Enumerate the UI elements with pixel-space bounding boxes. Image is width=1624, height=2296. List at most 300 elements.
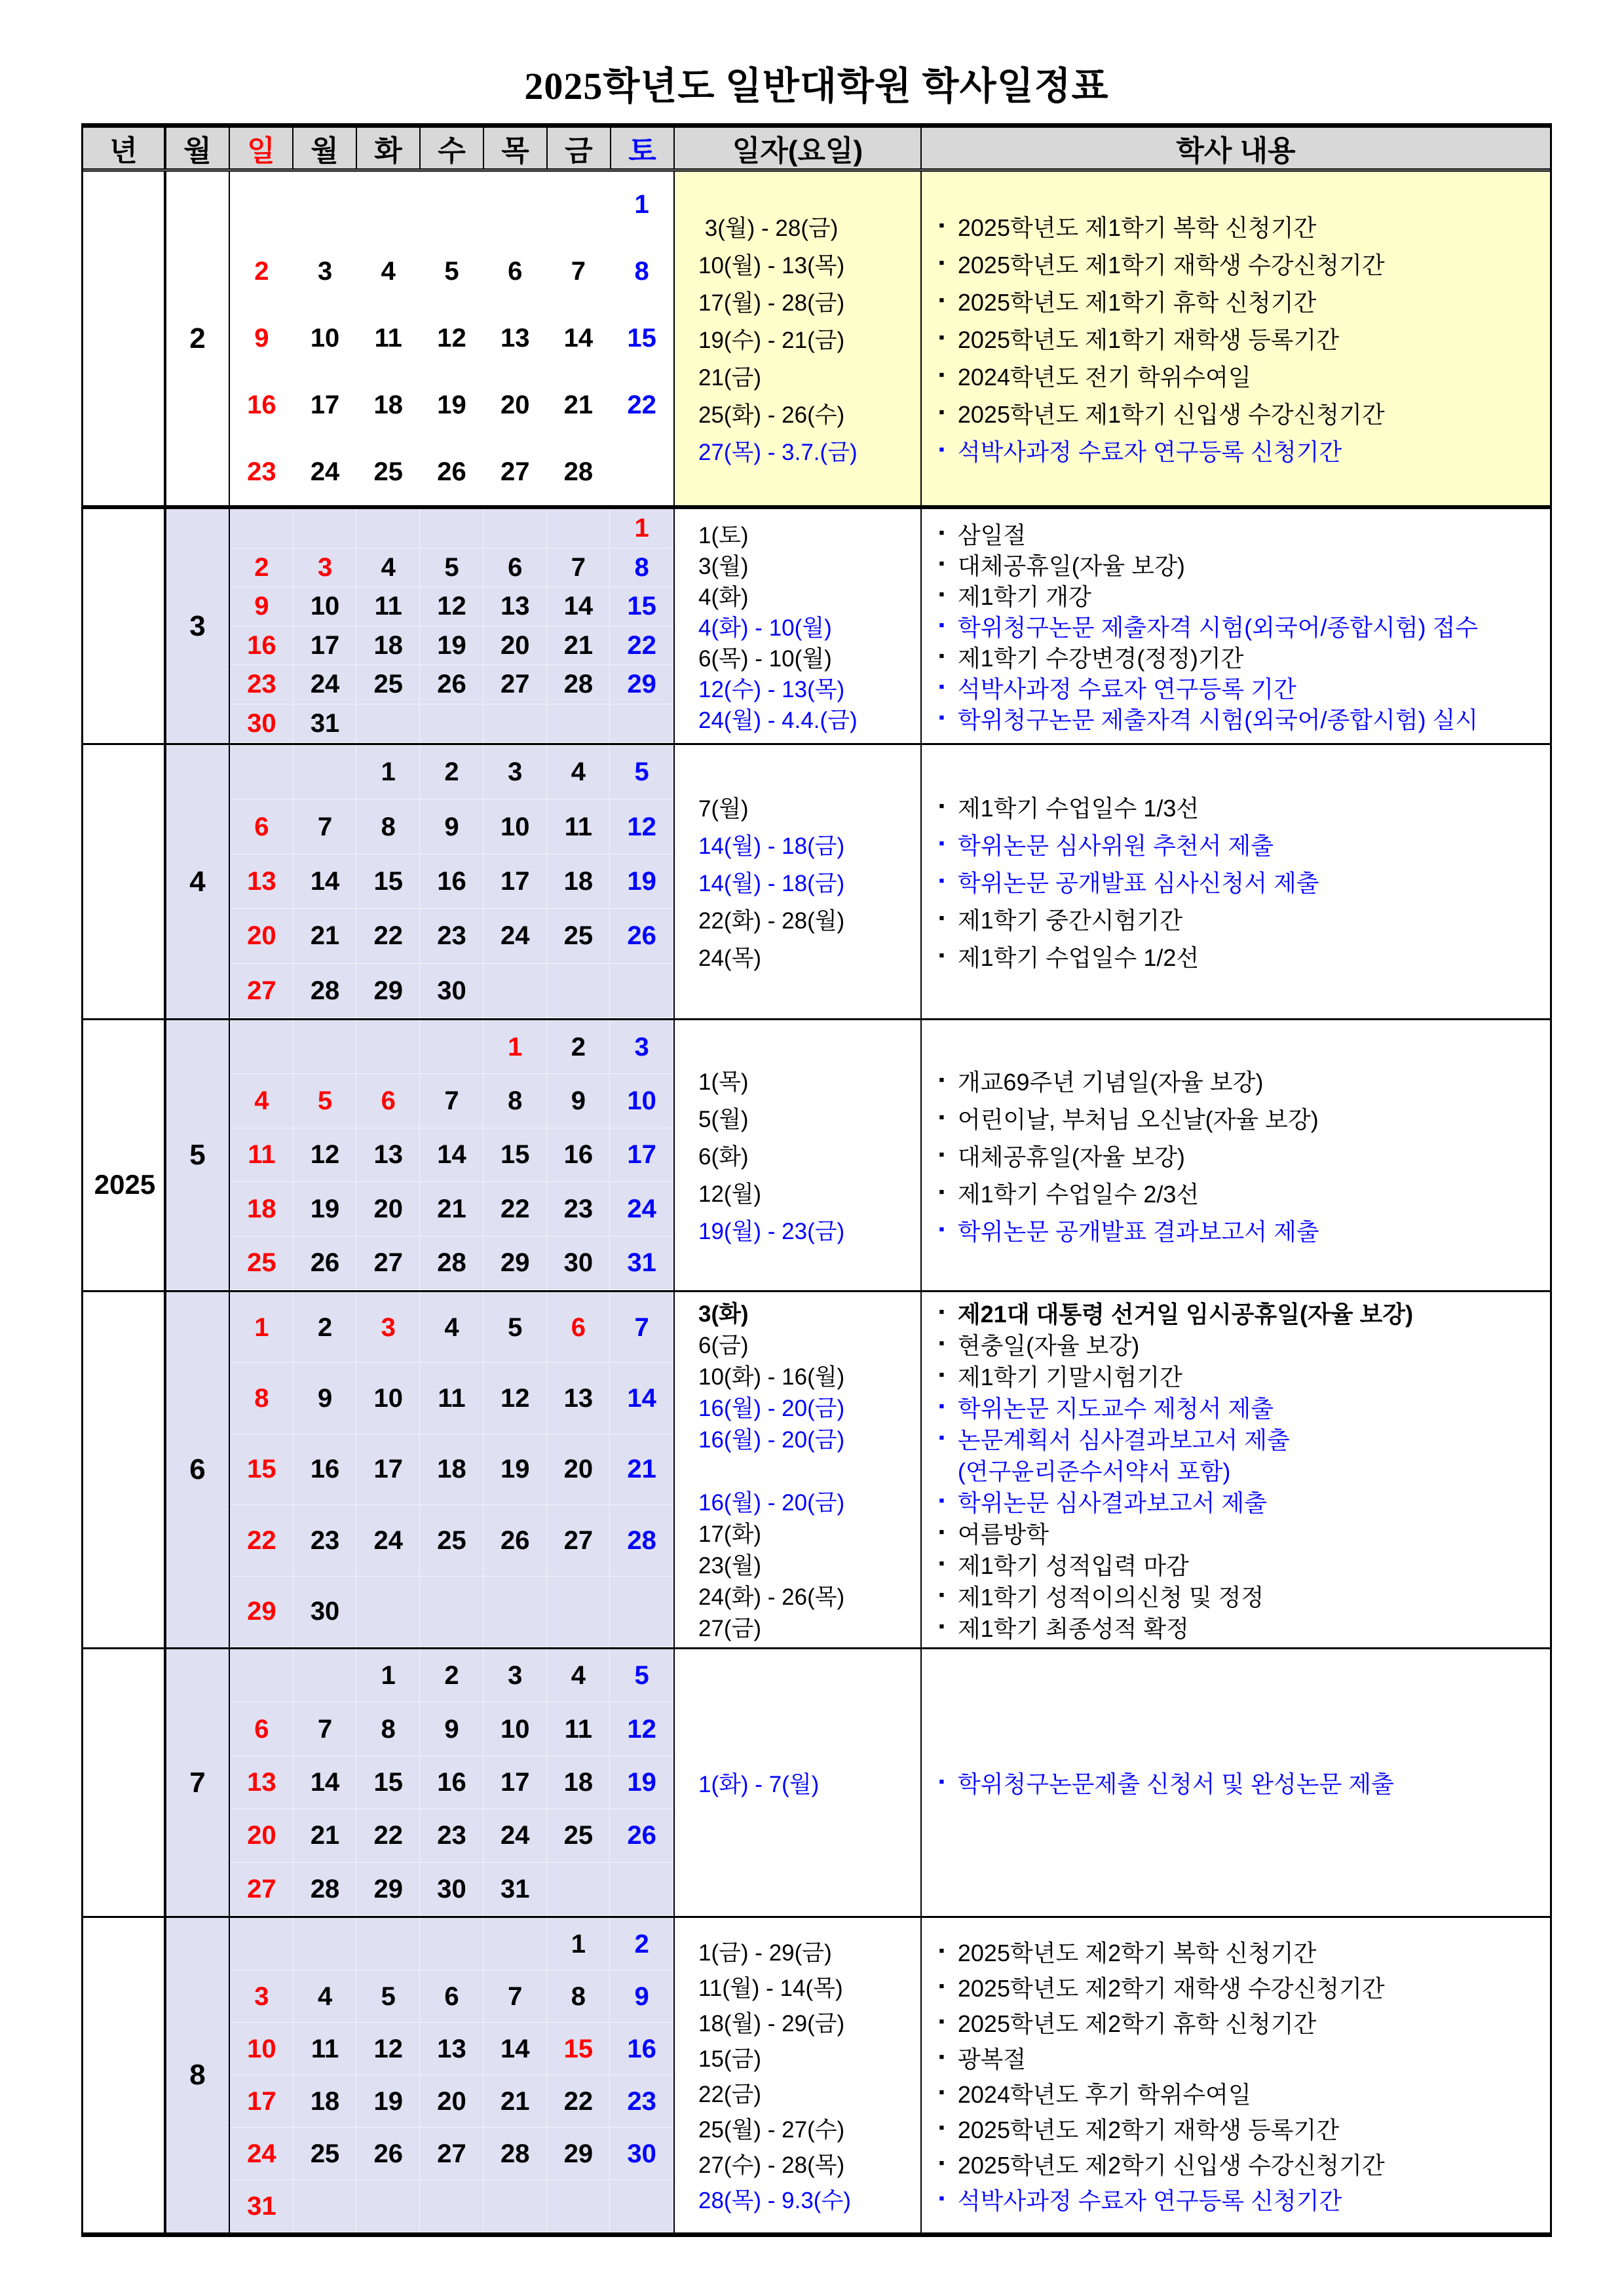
- bullet-icon: ▪: [939, 1617, 945, 1636]
- day-cell: 6: [547, 1292, 611, 1363]
- event-line: [939, 1548, 1550, 1580]
- day-cell: [356, 1020, 420, 1074]
- day-cell: 1: [547, 1918, 611, 1970]
- table-header-row: [83, 128, 1550, 172]
- day-cell: [230, 172, 293, 239]
- day-cell: [230, 1649, 293, 1702]
- month-row-2: [83, 172, 1550, 509]
- day-cell: 11: [420, 1363, 483, 1434]
- event-text: 학위청구논문 제출자격 시험(외국어/종합시험) 접수: [957, 614, 1479, 641]
- event-text: (연구윤리준수서약서 포함): [957, 1457, 1231, 1485]
- day-cell: 27: [500, 457, 530, 486]
- day-cell: 6: [420, 1970, 483, 2023]
- year-column-cell: [83, 172, 166, 505]
- day-cell: 13: [420, 2023, 483, 2075]
- day-cell: 21: [610, 1434, 673, 1505]
- bullet-icon: ▪: [939, 524, 945, 542]
- day-cell: 1: [230, 1292, 293, 1363]
- day-cell: 20: [547, 1434, 611, 1505]
- month-number: 7: [166, 1649, 230, 1916]
- date-list: [675, 509, 922, 743]
- day-cell: 20: [230, 1809, 293, 1862]
- day-cell: [420, 704, 483, 744]
- day-cell: 6: [508, 257, 523, 286]
- day-cell: 7: [547, 548, 611, 588]
- day-cell: 16: [230, 626, 293, 666]
- day-cell: 2: [547, 1020, 611, 1074]
- day-cell: 25: [356, 665, 420, 704]
- day-cell: 7: [571, 257, 586, 286]
- day-cell: 18: [356, 626, 420, 666]
- day-cell: 14: [547, 587, 611, 626]
- day-cell: 22: [610, 626, 673, 666]
- day-cell: 4: [420, 1292, 483, 1363]
- day-cell: 25: [373, 457, 404, 486]
- day-cell: 15: [356, 854, 420, 909]
- day-cell: 15: [483, 1128, 547, 1182]
- month-number: 5: [166, 1020, 230, 1290]
- month-number: 4: [166, 745, 230, 1018]
- day-cell: 12: [437, 323, 466, 353]
- day-cell: [420, 509, 483, 548]
- header-month: 월: [166, 128, 230, 168]
- day-cell: [230, 509, 293, 548]
- bullet-icon: ▪: [939, 216, 945, 235]
- day-cell: [483, 1577, 547, 1647]
- month-row-3: [83, 509, 1550, 745]
- bullet-icon: ▪: [939, 1396, 945, 1415]
- date-range: 10(화) - 16(월): [698, 1364, 845, 1390]
- day-cell: 24: [230, 2128, 293, 2180]
- day-cell: 10: [293, 587, 357, 626]
- day-cell: 17: [230, 2075, 293, 2128]
- bullet-icon: ▪: [939, 2153, 945, 2172]
- month-number: 6: [166, 1292, 230, 1647]
- day-cell: 23: [420, 1809, 483, 1862]
- day-cell: 22: [230, 1505, 293, 1576]
- day-cell: [293, 745, 357, 799]
- day-cell: 12: [483, 1363, 547, 1434]
- day-cell: 2: [230, 548, 293, 588]
- date-range: 24(화) - 26(목): [698, 1584, 845, 1610]
- day-cell: [230, 745, 293, 799]
- event-line: [939, 1360, 1550, 1391]
- event-text: 2025학년도 제1학기 재학생 등록기간: [957, 326, 1340, 353]
- day-cell: 18: [293, 2075, 357, 2128]
- event-text: 제1학기 개강: [957, 583, 1091, 610]
- month-rows-container: [83, 172, 1550, 2232]
- event-text: 석박사과정 수료자 연구등록 기간: [957, 676, 1296, 702]
- bullet-icon: ▪: [939, 708, 945, 727]
- event-text: 2025학년도 제2학기 신입생 수강신청기간: [957, 2151, 1385, 2179]
- bullet-icon: ▪: [939, 1941, 945, 1960]
- day-cell: 22: [356, 1809, 420, 1862]
- day-cell: 7: [293, 799, 357, 854]
- day-cell: 29: [483, 1236, 547, 1290]
- event-line: [939, 394, 1550, 432]
- day-cell: 29: [356, 964, 420, 1018]
- event-text: 학위논문 심사위원 추천서 제출: [957, 832, 1274, 859]
- day-cell: 4: [381, 257, 396, 286]
- day-cell: 4: [547, 745, 611, 799]
- day-cell: [547, 1863, 611, 1916]
- day-cell: 21: [547, 626, 611, 666]
- day-cell: 8: [483, 1074, 547, 1128]
- day-cell: [420, 172, 483, 239]
- day-cell: 11: [547, 799, 611, 854]
- day-cell: 27: [230, 1863, 293, 1916]
- date-range: 1(목): [698, 1069, 749, 1095]
- day-cell: 15: [627, 323, 656, 353]
- date-range: 28(목) - 9.3(수): [698, 2188, 851, 2213]
- day-cell: 5: [356, 1970, 420, 2023]
- day-cell: 18: [373, 390, 404, 419]
- day-cell: 18: [547, 854, 611, 909]
- day-cell: 11: [230, 1128, 293, 1182]
- event-line: [939, 863, 1550, 900]
- day-cell: 28: [563, 457, 594, 486]
- bullet-icon: ▪: [939, 2082, 945, 2101]
- day-cell: 9: [230, 587, 293, 626]
- mini-calendar: [230, 745, 675, 1018]
- bullet-icon: ▪: [939, 585, 945, 603]
- date-range: 4(화): [698, 584, 749, 610]
- day-cell: 14: [610, 1363, 673, 1434]
- bullet-icon: ▪: [939, 1428, 945, 1447]
- day-cell: [483, 172, 547, 239]
- date-range: 3(월): [698, 553, 749, 579]
- day-cell: 16: [610, 2023, 673, 2075]
- bullet-icon: ▪: [939, 1302, 945, 1321]
- date-range: 15(금): [698, 2046, 762, 2072]
- day-cell: 11: [356, 587, 420, 626]
- year-label: 2025: [94, 1169, 156, 1200]
- day-cell: 17: [293, 626, 357, 666]
- date-range: 22(금): [698, 2082, 762, 2107]
- day-cell: 5: [483, 1292, 547, 1363]
- mini-calendar: [230, 509, 675, 743]
- event-line: [939, 1485, 1550, 1517]
- day-cell: 1: [356, 745, 420, 799]
- day-cell: [483, 2180, 547, 2232]
- header-content-column: 학사 내용: [1176, 135, 1296, 167]
- day-cell: 10: [483, 799, 547, 854]
- day-cell: [420, 1918, 483, 1970]
- month-number: 8: [166, 1918, 230, 2232]
- date-range: 4(화) - 10(월): [698, 615, 832, 641]
- day-cell: 18: [420, 1434, 483, 1505]
- day-cell: [420, 1020, 483, 1074]
- bullet-icon: ▪: [939, 1522, 945, 1541]
- day-cell: 30: [420, 1863, 483, 1916]
- day-cell: 17: [483, 854, 547, 909]
- bullet-icon: ▪: [939, 1554, 945, 1573]
- date-list: [675, 1649, 922, 1916]
- bullet-icon: ▪: [939, 1182, 945, 1201]
- day-cell: [547, 2180, 611, 2232]
- day-cell: 7: [483, 1970, 547, 2023]
- event-text: 여름방학: [957, 1520, 1049, 1548]
- event-line: [939, 1100, 1550, 1137]
- header-day-sat: 토: [611, 128, 675, 168]
- day-cell: 1: [634, 190, 649, 220]
- event-line: [939, 826, 1550, 863]
- day-cell: 28: [483, 2128, 547, 2180]
- event-line: [939, 1328, 1550, 1360]
- calendar-table: [81, 123, 1552, 2237]
- day-cell: 12: [610, 799, 673, 854]
- day-cell: 2: [293, 1292, 357, 1363]
- day-cell: [293, 1020, 357, 1074]
- event-text: 논문계획서 심사결과보고서 제출: [957, 1426, 1290, 1453]
- day-cell: 5: [610, 745, 673, 799]
- event-text: 제1학기 수강변경(정정)기간: [957, 645, 1244, 672]
- event-text: 2025학년도 제2학기 재학생 등록기간: [957, 2116, 1340, 2143]
- day-cell: 26: [483, 1505, 547, 1576]
- date-range: 14(월) - 18(금): [698, 870, 845, 896]
- mini-calendar: [230, 1649, 675, 1916]
- day-cell: 31: [230, 2180, 293, 2232]
- day-cell: 16: [247, 390, 276, 419]
- day-cell: [547, 172, 611, 239]
- date-range: 25(화) - 26(수): [698, 402, 845, 428]
- date-range: 10(월) - 13(목): [698, 252, 845, 278]
- date-range: 19(월) - 23(금): [698, 1219, 845, 1244]
- day-cell: 23: [247, 457, 276, 486]
- day-cell: 27: [356, 1236, 420, 1290]
- day-cell: 30: [293, 1577, 357, 1647]
- day-cell: 3: [356, 1292, 420, 1363]
- event-line: [939, 2111, 1550, 2146]
- day-cell: [483, 704, 547, 744]
- bullet-icon: ▪: [939, 2189, 945, 2208]
- year-column-cell: [83, 1292, 166, 1647]
- bullet-icon: ▪: [939, 1585, 945, 1604]
- date-range: 5(월): [698, 1107, 749, 1132]
- event-line: [939, 1423, 1550, 1454]
- day-cell: 20: [420, 2075, 483, 2128]
- day-cell: 20: [500, 390, 530, 419]
- date-range: 6(금): [698, 1333, 749, 1358]
- day-cell: 14: [420, 1128, 483, 1182]
- day-cell: 22: [627, 390, 656, 419]
- bullet-icon: ▪: [939, 291, 945, 309]
- bullet-icon: ▪: [939, 1491, 945, 1510]
- bullet-icon: ▪: [939, 2012, 945, 2031]
- event-line: [939, 672, 1550, 703]
- day-cell: 26: [437, 457, 466, 486]
- day-cell: 3: [230, 1970, 293, 2023]
- day-cell: 17: [483, 1756, 547, 1809]
- day-cell: 15: [230, 1434, 293, 1505]
- day-cell: 12: [356, 2023, 420, 2075]
- day-cell: 10: [483, 1702, 547, 1755]
- day-cell: 19: [420, 626, 483, 666]
- event-line: [939, 2040, 1550, 2075]
- day-cell: 14: [293, 1756, 357, 1809]
- day-cell: 13: [483, 587, 547, 626]
- event-text: 석박사과정 수료자 연구등록 신청기간: [957, 438, 1342, 465]
- date-range: 3(화): [698, 1301, 749, 1327]
- day-cell: 2: [254, 257, 269, 286]
- day-cell: 28: [547, 665, 611, 704]
- day-cell: [293, 1918, 357, 1970]
- event-line: [939, 432, 1550, 469]
- day-cell: 11: [374, 323, 402, 353]
- day-cell: 16: [420, 854, 483, 909]
- date-range: 22(화) - 28(월): [698, 908, 845, 934]
- date-range: 24(목): [698, 945, 762, 971]
- day-cell: 1: [483, 1020, 547, 1074]
- day-cell: 2: [420, 1649, 483, 1702]
- bullet-icon: ▪: [939, 1365, 945, 1384]
- event-text: 제1학기 성적이의신청 및 정정: [957, 1583, 1264, 1611]
- bullet-icon: ▪: [939, 678, 945, 696]
- bullet-icon: ▪: [939, 1772, 945, 1791]
- event-text: 현충일(자율 보강): [957, 1331, 1140, 1359]
- day-cell: 14: [563, 323, 594, 353]
- event-line: [939, 580, 1550, 611]
- bullet-icon: ▪: [939, 328, 945, 347]
- day-cell: 31: [293, 704, 357, 744]
- event-text: 2025학년도 제2학기 재학생 수강신청기간: [957, 1974, 1385, 2002]
- day-cell: 29: [547, 2128, 611, 2180]
- year-column-cell: [83, 1918, 166, 2232]
- day-cell: 16: [293, 1434, 357, 1505]
- day-cell: 5: [420, 548, 483, 588]
- year-column-cell: [83, 509, 166, 743]
- bullet-icon: ▪: [939, 647, 945, 665]
- event-line: [939, 1297, 1550, 1328]
- month-row-7: [83, 1649, 1550, 1918]
- event-line: [939, 357, 1550, 394]
- day-cell: [293, 2180, 357, 2232]
- event-line: [939, 1391, 1550, 1423]
- page-title: 2025학년도 일반대학원 학사일정표: [524, 65, 1109, 107]
- event-line: [939, 1580, 1550, 1611]
- event-text: 2024학년도 후기 학위수여일: [957, 2080, 1251, 2108]
- date-range: 21(금): [698, 364, 762, 391]
- day-cell: 25: [547, 1809, 611, 1862]
- day-cell: 22: [547, 2075, 611, 2128]
- day-cell: 18: [547, 1756, 611, 1809]
- mini-calendar: [230, 172, 675, 505]
- header-day-wed: 수: [421, 128, 484, 168]
- day-cell: [420, 1577, 483, 1647]
- day-cell: [483, 509, 547, 548]
- day-cell: 30: [420, 964, 483, 1018]
- event-line: [939, 2181, 1550, 2217]
- day-cell: [230, 1020, 293, 1074]
- day-cell: 10: [230, 2023, 293, 2075]
- day-cell: 30: [230, 704, 293, 744]
- day-cell: 5: [610, 1649, 673, 1702]
- event-line: [939, 788, 1550, 826]
- date-range: 7(월): [698, 795, 749, 822]
- day-cell: [356, 1918, 420, 1970]
- day-cell: 15: [547, 2023, 611, 2075]
- date-range: 12(월): [698, 1181, 762, 1207]
- day-cell: 24: [310, 457, 340, 486]
- day-cell: [356, 2180, 420, 2232]
- bullet-icon: ▪: [939, 1070, 945, 1089]
- day-cell: 14: [483, 2023, 547, 2075]
- day-cell: 16: [547, 1128, 611, 1182]
- year-column-cell: [83, 745, 166, 1018]
- day-cell: 16: [420, 1756, 483, 1809]
- event-line: [939, 611, 1550, 641]
- event-line: [939, 282, 1550, 320]
- day-cell: [610, 2180, 673, 2232]
- day-cell: 10: [310, 323, 340, 353]
- month-number: 2: [166, 172, 230, 505]
- event-list: [922, 172, 1550, 505]
- day-cell: 9: [547, 1074, 611, 1128]
- day-cell: 7: [610, 1292, 673, 1363]
- event-text: 개교69주년 기념일(자율 보강): [957, 1068, 1264, 1096]
- day-cell: 8: [547, 1970, 611, 2023]
- event-text: 삼일절: [957, 522, 1027, 548]
- event-text: 학위논문 심사결과보고서 제출: [957, 1489, 1267, 1516]
- event-line: [939, 703, 1550, 734]
- event-line: [939, 938, 1550, 975]
- day-cell: 22: [356, 909, 420, 963]
- event-text: 2025학년도 제1학기 복학 신청기간: [957, 214, 1317, 241]
- bullet-icon: ▪: [939, 403, 945, 421]
- day-cell: 19: [610, 854, 673, 909]
- event-list: [922, 1918, 1550, 2232]
- day-cell: 1: [610, 509, 673, 548]
- day-cell: 7: [420, 1074, 483, 1128]
- day-cell: [293, 1649, 357, 1702]
- event-list: [922, 1020, 1550, 1290]
- event-line: [939, 518, 1550, 549]
- day-cell: 29: [610, 665, 673, 704]
- year-column-cell: [83, 1649, 166, 1916]
- day-cell: [420, 2180, 483, 2232]
- date-range: 25(월) - 27(수): [698, 2117, 845, 2143]
- event-text: 2025학년도 제1학기 휴학 신청기간: [957, 289, 1317, 316]
- date-range: 19(수) - 21(금): [698, 327, 845, 353]
- day-cell: 25: [420, 1505, 483, 1576]
- date-range: 1(금) - 29(금): [698, 1940, 832, 1966]
- event-text: 제1학기 수업일수 1/2선: [957, 944, 1199, 971]
- day-cell: 13: [500, 323, 530, 353]
- bullet-icon: ▪: [939, 1145, 945, 1164]
- bullet-icon: ▪: [939, 554, 945, 573]
- day-cell: [547, 704, 611, 744]
- event-line: [939, 641, 1550, 672]
- date-range: [698, 1454, 920, 1485]
- event-text: 2025학년도 제2학기 복학 신청기간: [957, 1939, 1317, 1966]
- day-cell: 26: [356, 2128, 420, 2180]
- event-line: [939, 1062, 1550, 1100]
- event-text: 제1학기 수업일수 1/3선: [957, 795, 1199, 822]
- day-cell: 19: [437, 390, 466, 419]
- header-date-column: 일자(요일): [675, 128, 922, 168]
- day-cell: [547, 1577, 611, 1647]
- day-cell: 17: [610, 1128, 673, 1182]
- day-cell: 24: [483, 1809, 547, 1862]
- day-cell: 13: [230, 854, 293, 909]
- date-range: 6(목) - 10(월): [698, 645, 832, 672]
- day-cell: 27: [547, 1505, 611, 1576]
- date-range: 6(화): [698, 1144, 749, 1170]
- event-text: 제21대 대통령 선거일 임시공휴일(자율 보강): [957, 1300, 1414, 1328]
- date-range: 14(월) - 18(금): [698, 833, 845, 859]
- day-cell: 28: [293, 964, 357, 1018]
- event-text: 학위청구논문 제출자격 시험(외국어/종합시험) 실시: [957, 706, 1479, 733]
